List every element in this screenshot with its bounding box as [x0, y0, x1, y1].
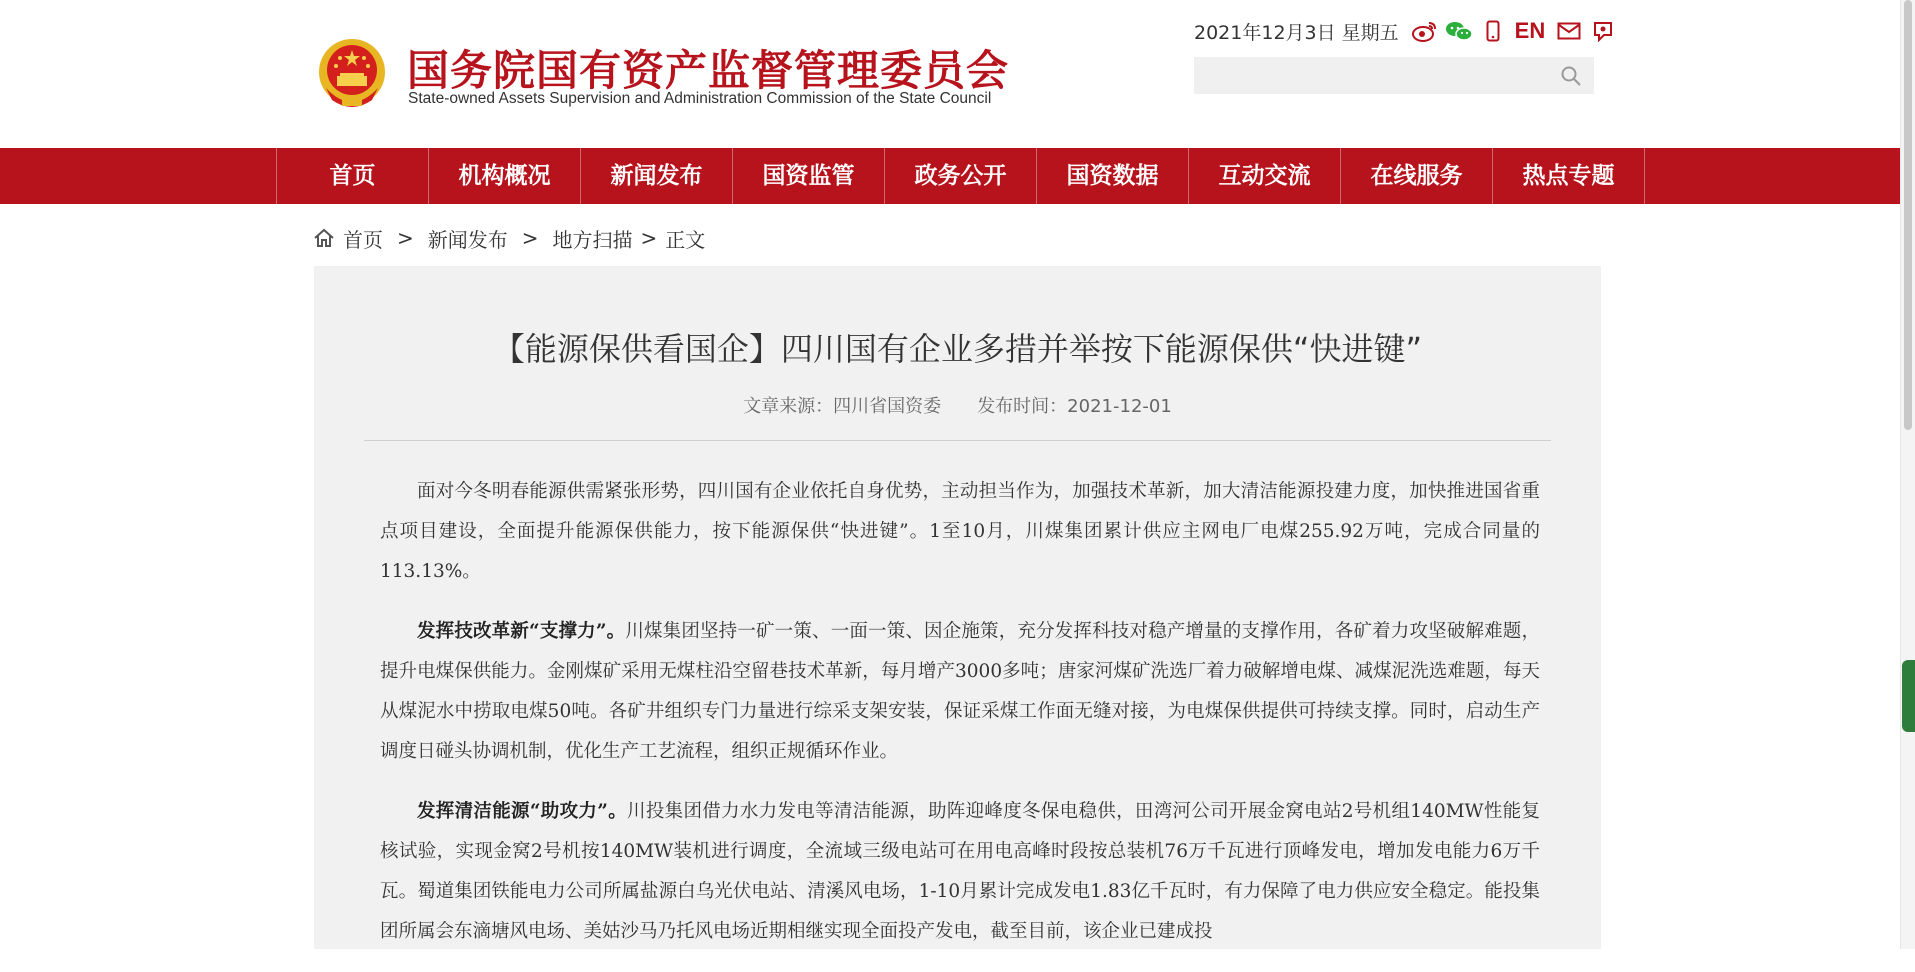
- wechat-icon[interactable]: [1445, 17, 1473, 45]
- paragraph-text: 川煤集团坚持一矿一策、一面一策、因企施策，充分发挥科技对稳产增量的支撑作用，各矿着力攻坚破解难题，提升电煤保供能力。金刚煤矿采用无煤柱沿空留巷技术革新，每月增产3000多吨；唐家河煤矿洗选厂着力破解增电煤、减煤泥洗选难题，每天从煤泥水中捞取电煤50吨。各矿井组织专门力量进行综采支架安装，保证采煤工作面无缝对接，为电煤保供提供可持续支撑。同时，启动生产调度日碰头协调机制，优化生产工艺流程，组织正规循环作业。: [380, 621, 1540, 762]
- nav-item-topics[interactable]: 热点专题: [1492, 148, 1645, 204]
- article-source: 文章来源：四川省国资委: [743, 396, 942, 417]
- search-box: [1194, 57, 1594, 94]
- org-name-cn: 国务院国有资产监督管理委员会: [407, 46, 1010, 95]
- breadcrumb-separator: >: [397, 226, 414, 250]
- english-version-link[interactable]: EN: [1514, 18, 1546, 43]
- nav-item-government-affairs[interactable]: 政务公开: [884, 148, 1036, 204]
- search-input[interactable]: [1194, 57, 1554, 94]
- breadcrumb: [313, 224, 705, 252]
- article-body: [380, 472, 1540, 972]
- site-header: [0, 0, 1900, 148]
- nav-item-supervision[interactable]: 国资监管: [732, 148, 884, 204]
- weibo-icon[interactable]: [1411, 17, 1439, 45]
- paragraph-lead: 发挥清洁能源“助攻力”。: [417, 801, 628, 822]
- article-meta: [314, 392, 1601, 418]
- breadcrumb-local-news[interactable]: 地方扫描: [552, 227, 633, 252]
- breadcrumb-separator: >: [521, 226, 539, 250]
- article-paragraph: [380, 612, 1540, 772]
- scrollbar-thumb[interactable]: [1904, 0, 1912, 430]
- org-name-en: State-owned Assets Supervision and Administration Commission of the State Council: [408, 90, 992, 107]
- nav-item-online-service[interactable]: 在线服务: [1340, 148, 1492, 204]
- breadcrumb-news[interactable]: 新闻发布: [427, 227, 508, 252]
- nav-item-data[interactable]: 国资数据: [1036, 148, 1188, 204]
- mobile-icon[interactable]: [1479, 17, 1507, 45]
- nav-item-about[interactable]: 机构概况: [428, 148, 580, 204]
- main-nav: [0, 148, 1900, 204]
- nav-item-news[interactable]: 新闻发布: [580, 148, 732, 204]
- top-utility-bar: [1194, 16, 1623, 46]
- current-date: 2021年12月3日 星期五: [1194, 21, 1399, 44]
- page-scrollbar[interactable]: [1900, 0, 1915, 949]
- breadcrumb-separator: >: [640, 226, 658, 250]
- nav-item-home[interactable]: 首页: [276, 148, 428, 204]
- mail-icon[interactable]: [1555, 17, 1583, 45]
- article-date: 发布时间：2021-12-01: [977, 396, 1172, 417]
- article-title: 【能源保供看国企】四川国有企业多措并举按下能源保供“快进键”: [492, 330, 1423, 368]
- message-icon[interactable]: [1589, 17, 1617, 45]
- breadcrumb-current: 正文: [665, 227, 706, 252]
- article-container: [314, 266, 1601, 949]
- home-icon: [313, 227, 335, 249]
- national-emblem-logo[interactable]: [316, 36, 388, 112]
- paragraph-text: 川投集团借力水力发电等清洁能源，助阵迎峰度冬保电稳供，田湾河公司开展金窝电站2号机组140MW性能复核试验，实现金窝2号机按140MW装机进行调度，全流域三级电站可在用电高峰时段按总装机76万千瓦进行顶峰发电，增加发电能力6万千瓦。蜀道集团铁能电力公司所属盐源白乌光伏电站、清溪风电场，1-10月累计完成发电1.83亿千瓦时，有力保障了电力供应安全稳定。能投集团所属会东滴塘风电场、美姑沙马乃托风电场近期相继实现全面投产发电，截至目前，该企业已建成投: [380, 801, 1540, 942]
- article-paragraph: [380, 792, 1540, 952]
- article-paragraph: [380, 472, 1540, 592]
- paragraph-lead: 发挥技改革新“支撑力”。: [417, 621, 626, 642]
- search-icon[interactable]: [1560, 65, 1582, 87]
- paragraph-text: 面对今冬明春能源供需紧张形势，四川国有企业依托自身优势，主动担当作为，加强技术革新，加大清洁能源投建力度，加快推进国省重点项目建设，全面提升能源保供能力，按下能源保供“快进键”。1至10月，川煤集团累计供应主网电厂电煤255.92万吨，完成合同量的113.13%。: [380, 481, 1540, 582]
- title-divider: [364, 440, 1551, 441]
- nav-item-interaction[interactable]: 互动交流: [1188, 148, 1340, 204]
- breadcrumb-home[interactable]: 首页: [343, 227, 383, 252]
- side-floating-widget[interactable]: [1902, 660, 1915, 732]
